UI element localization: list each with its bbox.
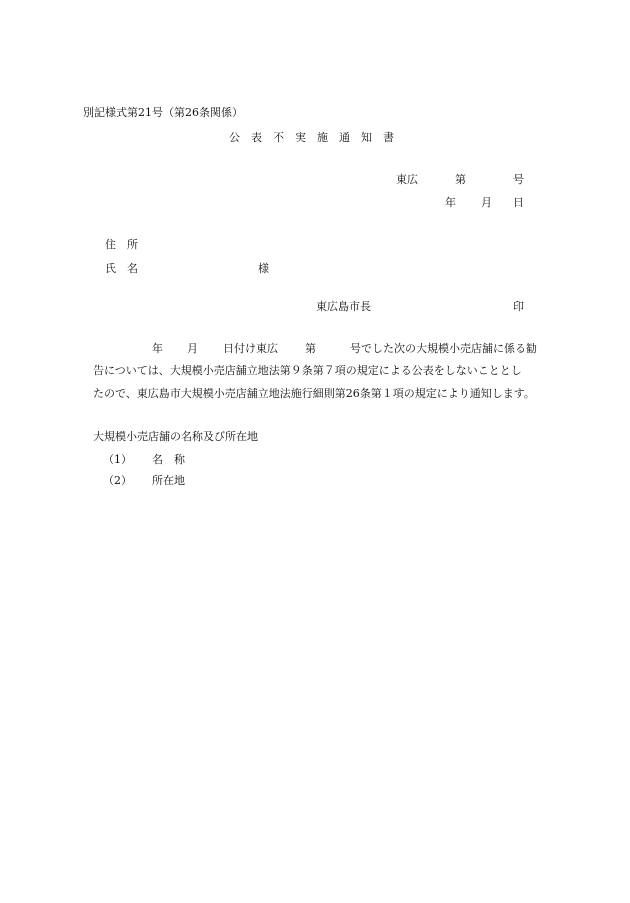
store-item2-label: 所在地 xyxy=(152,474,185,487)
store-item1-number: （1） xyxy=(103,453,132,466)
honorific: 様 xyxy=(258,262,269,275)
body-day-ref: 日付け東広 xyxy=(223,342,278,355)
document-title: 公 表 不 実 施 通 知 書 xyxy=(229,131,394,144)
store-info-heading: 大規模小売店舗の名称及び所在地 xyxy=(93,430,258,443)
body-line1-rest: 号でした次の大規模小売店舗に係る勧 xyxy=(350,342,537,355)
doc-number-dai: 第 xyxy=(455,173,466,186)
form-label: 別記様式第21号（第26条関係） xyxy=(83,106,243,119)
body-line3: たので、東広島市大規模小売店舗立地法施行細則第26条第１項の規定により通知します。 xyxy=(93,387,535,400)
doc-number-prefix: 東広 xyxy=(396,173,418,186)
doc-number-go: 号 xyxy=(513,173,524,186)
body-dai: 第 xyxy=(305,342,316,355)
date-day: 日 xyxy=(513,196,524,209)
date-year: 年 xyxy=(445,196,456,209)
body-month: 月 xyxy=(187,342,198,355)
address-label: 住 所 xyxy=(105,238,138,251)
date-month: 月 xyxy=(481,196,492,209)
name-label: 氏 名 xyxy=(105,262,138,275)
seal-mark: 印 xyxy=(513,300,524,313)
store-item2-number: （2） xyxy=(103,474,132,487)
store-item1-label: 名 称 xyxy=(152,453,185,466)
body-year: 年 xyxy=(152,342,163,355)
sender-title: 東広島市長 xyxy=(316,300,371,313)
body-line2: 告については、大規模小売店舗立地法第９条第７項の規定による公表をしないこととし xyxy=(93,364,522,377)
